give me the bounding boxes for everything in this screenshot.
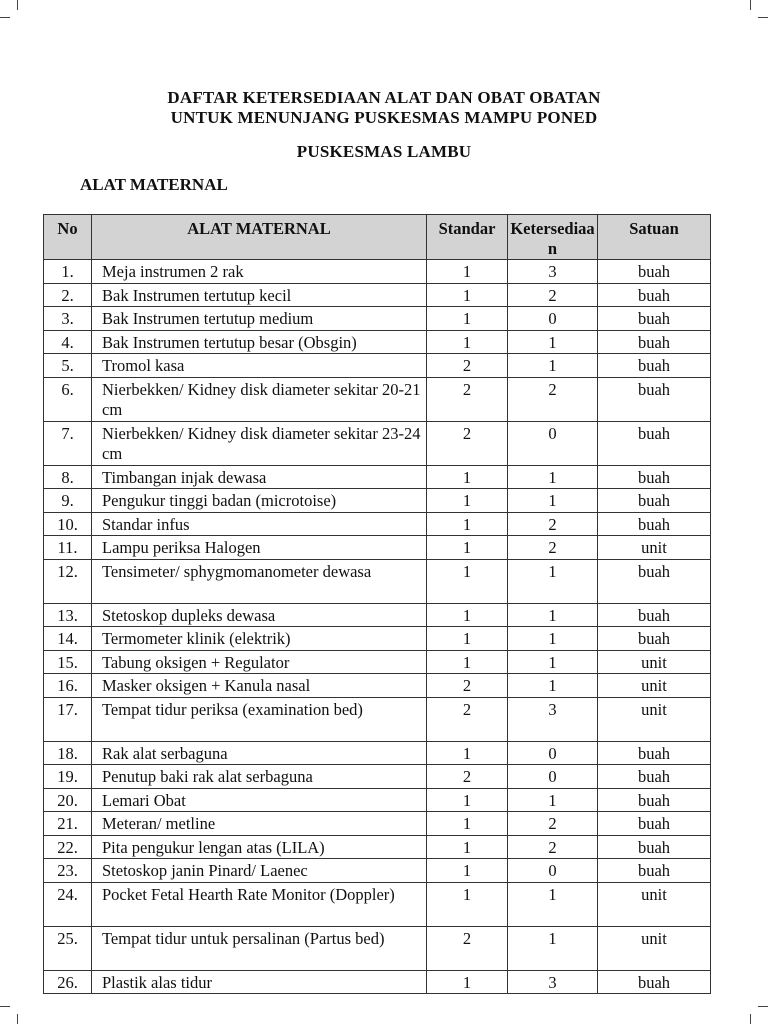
cell-ketersediaan: 2 [508,283,598,307]
table-row [44,465,711,489]
cell-name: Standar infus [92,512,427,536]
table-row [44,603,711,627]
crop-mark [0,17,10,18]
section-heading: ALAT MATERNAL [80,175,228,194]
cell-satuan: buah [598,377,711,421]
cell-standar: 1 [427,307,508,331]
cell-satuan: unit [598,536,711,560]
cell-name: Pocket Fetal Hearth Rate Monitor (Doppler) [92,882,427,926]
cell-ketersediaan: 1 [508,788,598,812]
cell-no: 6. [44,377,92,421]
cell-no: 16. [44,674,92,698]
crop-mark [758,1006,768,1007]
cell-satuan: buah [598,741,711,765]
table-row [44,260,711,284]
cell-name: Pita pengukur lengan atas (LILA) [92,835,427,859]
cell-name: Nierbekken/ Kidney disk diameter sekitar 20-21 cm [92,377,427,421]
cell-satuan: buah [598,330,711,354]
cell-name: Pengukur tinggi badan (microtoise) [92,489,427,513]
crop-mark [0,1006,10,1007]
cell-standar: 1 [427,788,508,812]
cell-name: Meja instrumen 2 rak [92,260,427,284]
cell-no: 11. [44,536,92,560]
cell-ketersediaan: 0 [508,859,598,883]
cell-standar: 2 [427,926,508,970]
cell-no: 3. [44,307,92,331]
cell-no: 19. [44,765,92,789]
cell-ketersediaan: 2 [508,536,598,560]
cell-satuan: buah [598,489,711,513]
table-row [44,926,711,970]
cell-ketersediaan: 2 [508,835,598,859]
cell-no: 1. [44,260,92,284]
table-row [44,970,711,994]
cell-standar: 1 [427,512,508,536]
cell-satuan: buah [598,627,711,651]
cell-ketersediaan: 1 [508,354,598,378]
cell-standar: 1 [427,970,508,994]
cell-standar: 1 [427,859,508,883]
cell-ketersediaan: 1 [508,330,598,354]
column-header-no: No [44,215,92,260]
cell-satuan: buah [598,354,711,378]
cell-no: 12. [44,559,92,603]
cell-name: Tensimeter/ sphygmomanometer dewasa [92,559,427,603]
table-row [44,697,711,741]
table-row [44,512,711,536]
cell-name: Bak Instrumen tertutup kecil [92,283,427,307]
cell-name: Rak alat serbaguna [92,741,427,765]
cell-no: 4. [44,330,92,354]
cell-standar: 1 [427,260,508,284]
cell-name: Plastik alas tidur [92,970,427,994]
cell-ketersediaan: 1 [508,489,598,513]
column-header-ketersediaan: Ketersediaan [508,215,598,260]
cell-ketersediaan: 2 [508,812,598,836]
column-header-standar: Standar [427,215,508,260]
cell-ketersediaan: 1 [508,465,598,489]
table-row [44,835,711,859]
cell-satuan: unit [598,650,711,674]
cell-ketersediaan: 0 [508,307,598,331]
cell-ketersediaan: 1 [508,559,598,603]
cell-no: 7. [44,421,92,465]
cell-name: Meteran/ metline [92,812,427,836]
column-header-name: ALAT MATERNAL [92,215,427,260]
document-title-line2: UNTUK MENUNJANG PUSKESMAS MAMPU PONED [170,108,598,127]
cell-satuan: buah [598,465,711,489]
cell-ketersediaan: 2 [508,377,598,421]
cell-standar: 1 [427,536,508,560]
table-row [44,627,711,651]
cell-standar: 2 [427,377,508,421]
cell-ketersediaan: 0 [508,741,598,765]
cell-name: Stetoskop janin Pinard/ Laenec [92,859,427,883]
cell-name: Stetoskop dupleks dewasa [92,603,427,627]
cell-ketersediaan: 3 [508,697,598,741]
cell-name: Tempat tidur periksa (examination bed) [92,697,427,741]
document-title-line1: DAFTAR KETERSEDIAAN ALAT DAN OBAT OBATAN [167,88,601,107]
cell-no: 24. [44,882,92,926]
cell-ketersediaan: 1 [508,674,598,698]
cell-name: Lampu periksa Halogen [92,536,427,560]
cell-no: 5. [44,354,92,378]
cell-no: 2. [44,283,92,307]
crop-mark [17,0,18,10]
cell-ketersediaan: 1 [508,882,598,926]
cell-standar: 1 [427,465,508,489]
cell-satuan: buah [598,603,711,627]
cell-standar: 2 [427,765,508,789]
cell-standar: 1 [427,882,508,926]
table-row [44,536,711,560]
cell-name: Bak Instrumen tertutup medium [92,307,427,331]
cell-ketersediaan: 0 [508,765,598,789]
cell-no: 14. [44,627,92,651]
cell-no: 17. [44,697,92,741]
cell-name: Masker oksigen + Kanula nasal [92,674,427,698]
cell-standar: 1 [427,489,508,513]
table-row [44,377,711,421]
crop-mark [750,1014,751,1024]
cell-ketersediaan: 1 [508,627,598,651]
cell-ketersediaan: 1 [508,926,598,970]
cell-standar: 1 [427,283,508,307]
cell-no: 8. [44,465,92,489]
crop-mark [17,1014,18,1024]
cell-ketersediaan: 0 [508,421,598,465]
cell-satuan: buah [598,970,711,994]
cell-ketersediaan: 1 [508,603,598,627]
table-row [44,859,711,883]
cell-no: 20. [44,788,92,812]
table-row [44,489,711,513]
crop-mark [758,17,768,18]
cell-name: Tempat tidur untuk persalinan (Partus bed) [92,926,427,970]
cell-satuan: buah [598,512,711,536]
cell-no: 21. [44,812,92,836]
cell-standar: 2 [427,697,508,741]
cell-ketersediaan: 3 [508,260,598,284]
table-row [44,559,711,603]
table-row [44,674,711,698]
cell-name: Penutup baki rak alat serbaguna [92,765,427,789]
cell-no: 25. [44,926,92,970]
cell-no: 13. [44,603,92,627]
table-row [44,421,711,465]
cell-standar: 1 [427,627,508,651]
cell-satuan: unit [598,674,711,698]
table-row [44,307,711,331]
table-row [44,283,711,307]
cell-no: 15. [44,650,92,674]
cell-name: Lemari Obat [92,788,427,812]
table-row [44,812,711,836]
cell-standar: 1 [427,812,508,836]
cell-no: 26. [44,970,92,994]
cell-standar: 1 [427,835,508,859]
cell-name: Bak Instrumen tertutup besar (Obsgin) [92,330,427,354]
cell-ketersediaan: 2 [508,512,598,536]
table-row [44,788,711,812]
cell-standar: 1 [427,650,508,674]
cell-satuan: buah [598,421,711,465]
cell-satuan: buah [598,283,711,307]
cell-no: 10. [44,512,92,536]
table-row [44,354,711,378]
cell-standar: 1 [427,603,508,627]
table-header-row [44,215,711,260]
cell-satuan: unit [598,697,711,741]
cell-satuan: buah [598,835,711,859]
crop-mark [750,0,751,10]
table-row [44,882,711,926]
cell-ketersediaan: 3 [508,970,598,994]
cell-ketersediaan: 1 [508,650,598,674]
cell-standar: 2 [427,421,508,465]
cell-no: 9. [44,489,92,513]
cell-no: 22. [44,835,92,859]
cell-name: Termometer klinik (elektrik) [92,627,427,651]
cell-standar: 1 [427,741,508,765]
table-row [44,765,711,789]
cell-no: 18. [44,741,92,765]
cell-name: Tromol kasa [92,354,427,378]
table-row [44,741,711,765]
cell-satuan: unit [598,926,711,970]
cell-satuan: buah [598,788,711,812]
cell-satuan: unit [598,882,711,926]
cell-satuan: buah [598,812,711,836]
cell-satuan: buah [598,260,711,284]
cell-name: Timbangan injak dewasa [92,465,427,489]
cell-standar: 1 [427,330,508,354]
cell-name: Nierbekken/ Kidney disk diameter sekitar 23-24 cm [92,421,427,465]
cell-name: Tabung oksigen + Regulator [92,650,427,674]
table-row [44,330,711,354]
table-row [44,650,711,674]
document-subtitle: PUSKESMAS LAMBU [296,142,472,161]
cell-standar: 2 [427,674,508,698]
cell-satuan: buah [598,765,711,789]
cell-no: 23. [44,859,92,883]
cell-standar: 1 [427,559,508,603]
equipment-table [43,214,711,994]
cell-satuan: buah [598,859,711,883]
cell-satuan: buah [598,559,711,603]
column-header-satuan: Satuan [598,215,711,260]
cell-standar: 2 [427,354,508,378]
cell-satuan: buah [598,307,711,331]
